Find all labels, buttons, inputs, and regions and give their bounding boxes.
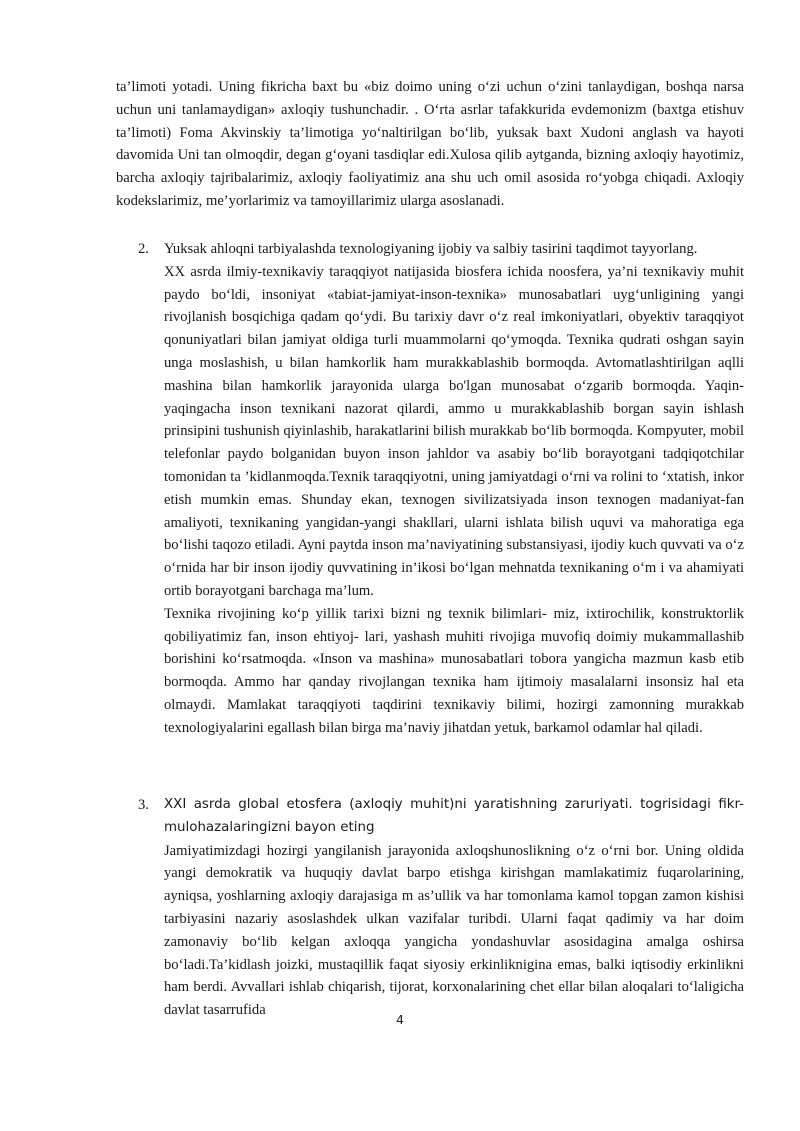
- list-item-heading: XXI asrda global etosfera (axloqiy muhit)ni yaratishning zaruriyati. togrisidagi fikr-mulohazalaringizni bayon eting: [164, 797, 744, 835]
- intro-paragraph: ta’limoti yotadi. Uning fikricha baxt bu «biz doimo uning o‘zi uchun o‘zini tanlaydigan, boshqa narsa uchun uni tanlamaydigan» axloqiy tushunchadir. . O‘rta asrlar tafakkurida evdemonizm (baxtga etishuv ta’limoti) Foma Akvinskiy ta’limotiga yo‘naltirilgan bo‘lib, yuksak baxt Xudoni anglash va hayoti davomida Uni tan olmoqdir, degan g‘oyani tasdiqlar edi.Xulosa qilib aytganda, bizning axloqiy hayotimiz, barcha axloqiy tajribalarimiz, axloqiy faoliyatimiz ana shu uch omil asosida ro‘yobga chiqadi. Axloqiy kodekslarimiz, me’yorlarimiz va tamoyillarimiz ularga asoslanadi.: [116, 79, 744, 209]
- body-paragraph: XX asrda ilmiy-texnikaviy taraqqiyot natijasida biosfera ichida noosfera, ya’ni texnikaviy muhit paydo bo‘ldi, insoniyat «tabiat-jamiyat-inson-texnika» munosabatlari uyg‘unligining yangi rivojlanish bosqichiga qadam qo‘ydi. Bu tarixiy davr o‘z real imkoniyatlari, obyektiv taraqqiyot qonuniyatlari bilan jamiyat oldiga turli muammolarni qo‘ymoqda. Texnika qudrati oshgan sayin unga moslashish, u bilan hamkorlik ham murakkablashib bormoqda. Avtomatlashtirilgan aqlli mashina bilan hamkorlik jarayonida ularga bo'lgan munosabat o‘zgarib bormoqda. Yaqin-yaqingacha inson texnikani nazorat qilardi, ammo u murakkablashib borgan sayin ishlash prinsipini tushunish qiyinlashib, harakatlarini bilish murakkab bo‘lib bormoqda. Kompyuter, mobil telefonlar paydo bolganidan buyon inson jahldor va asabiy bo‘lib borayotgani tadqiqotchilar tomonidan ta ’kidlanmoqda.Texnik taraqqiyotni, uning jamiyatdagi o‘rni va rolini to ‘xtatish, inkor etish mumkin emas. Shunday ekan, texnogen sivilizatsiyada inson texnogen madaniyat-fan amaliyoti, texnikaning yangidan-yangi shakllari, ularni ishlata bilish uquvi va mahoratiga ega bo‘lishi taqozo etiladi. Ayni paytda inson ma’naviyatining substansiyasi, ijodiy kuch quvvati va o‘z o‘rnida har bir inson ijodiy quvvatining in’ikosi bo‘lgan mehnatda texnikaning o‘m i va ahamiyati ortib borayotgani barchaga ma’lum.: [164, 263, 744, 599]
- list-item-3: [138, 794, 744, 1022]
- page-number: 4: [396, 1012, 404, 1027]
- list-item-body: [164, 794, 744, 1022]
- list-item-heading: Yuksak ahloqni tarbiyalashda texnologiyaning ijobiy va salbiy tasirini taqdimot tayyorlang.: [164, 241, 698, 257]
- list-item-number: 2.: [138, 241, 149, 257]
- body-paragraph: Jamiyatimizdagi hozirgi yangilanish jarayonida axloqshunoslikning o‘z o‘rni bor. Uning oldida yangi demokratik va huquqiy davlat barpo etishga kirishgan mamlakatimiz fuqarolarining, ayniqsa, yoshlarning axloqiy darajasiga m as’ullik va har tomonlama kamol topgan zamon kishisi tarbiyasini nazariy asoslashdek ulkan vazifalar turibdi. Ularni faqat qadimiy va har doim zamonaviy bo‘lib kelgan axloqqa yangicha yondashuvlar asosidagina amalga oshirsa bo‘ladi.Ta’kidlash joizki, mustaqillik faqat siyosiy erkinliknigina emas, balki iqtisodiy erkinlikni ham berdi. Avvallari ishlab chiqarish, tijorat, korxonalarining chet ellar bilan aloqalari to‘laligicha davlat tasarrufida: [164, 842, 744, 1019]
- list-item-number: 3.: [138, 797, 149, 813]
- list-item-body: [164, 238, 744, 740]
- list-item-2: [138, 238, 744, 740]
- body-paragraph: Texnika rivojining ko‘p yillik tarixi bizni ng texnik bilimlari- miz, ixtirochilik, konstruktorlik qobiliyatimiz fan, inson ehtiyoj- lari, yashash muhiti rivojiga muvofiq doimiy mukammallashib borishini ko‘rsatmoqda. «Inson va mashina» munosabatlari tobora yangicha mazmun kasb etib bormoqda. Ammo har qanday rivojlangan texnika ham ijtimoiy masalalarni insonsiz hal eta olmaydi. Mamlakat taraqqiyoti taqdirini texnikaviy bilimi, hozirgi zamonning murakkab texnologiyalarini egallash bilan birga ma’naviy jihatdan yetuk, barkamol odamlar hal qiladi.: [164, 605, 744, 736]
